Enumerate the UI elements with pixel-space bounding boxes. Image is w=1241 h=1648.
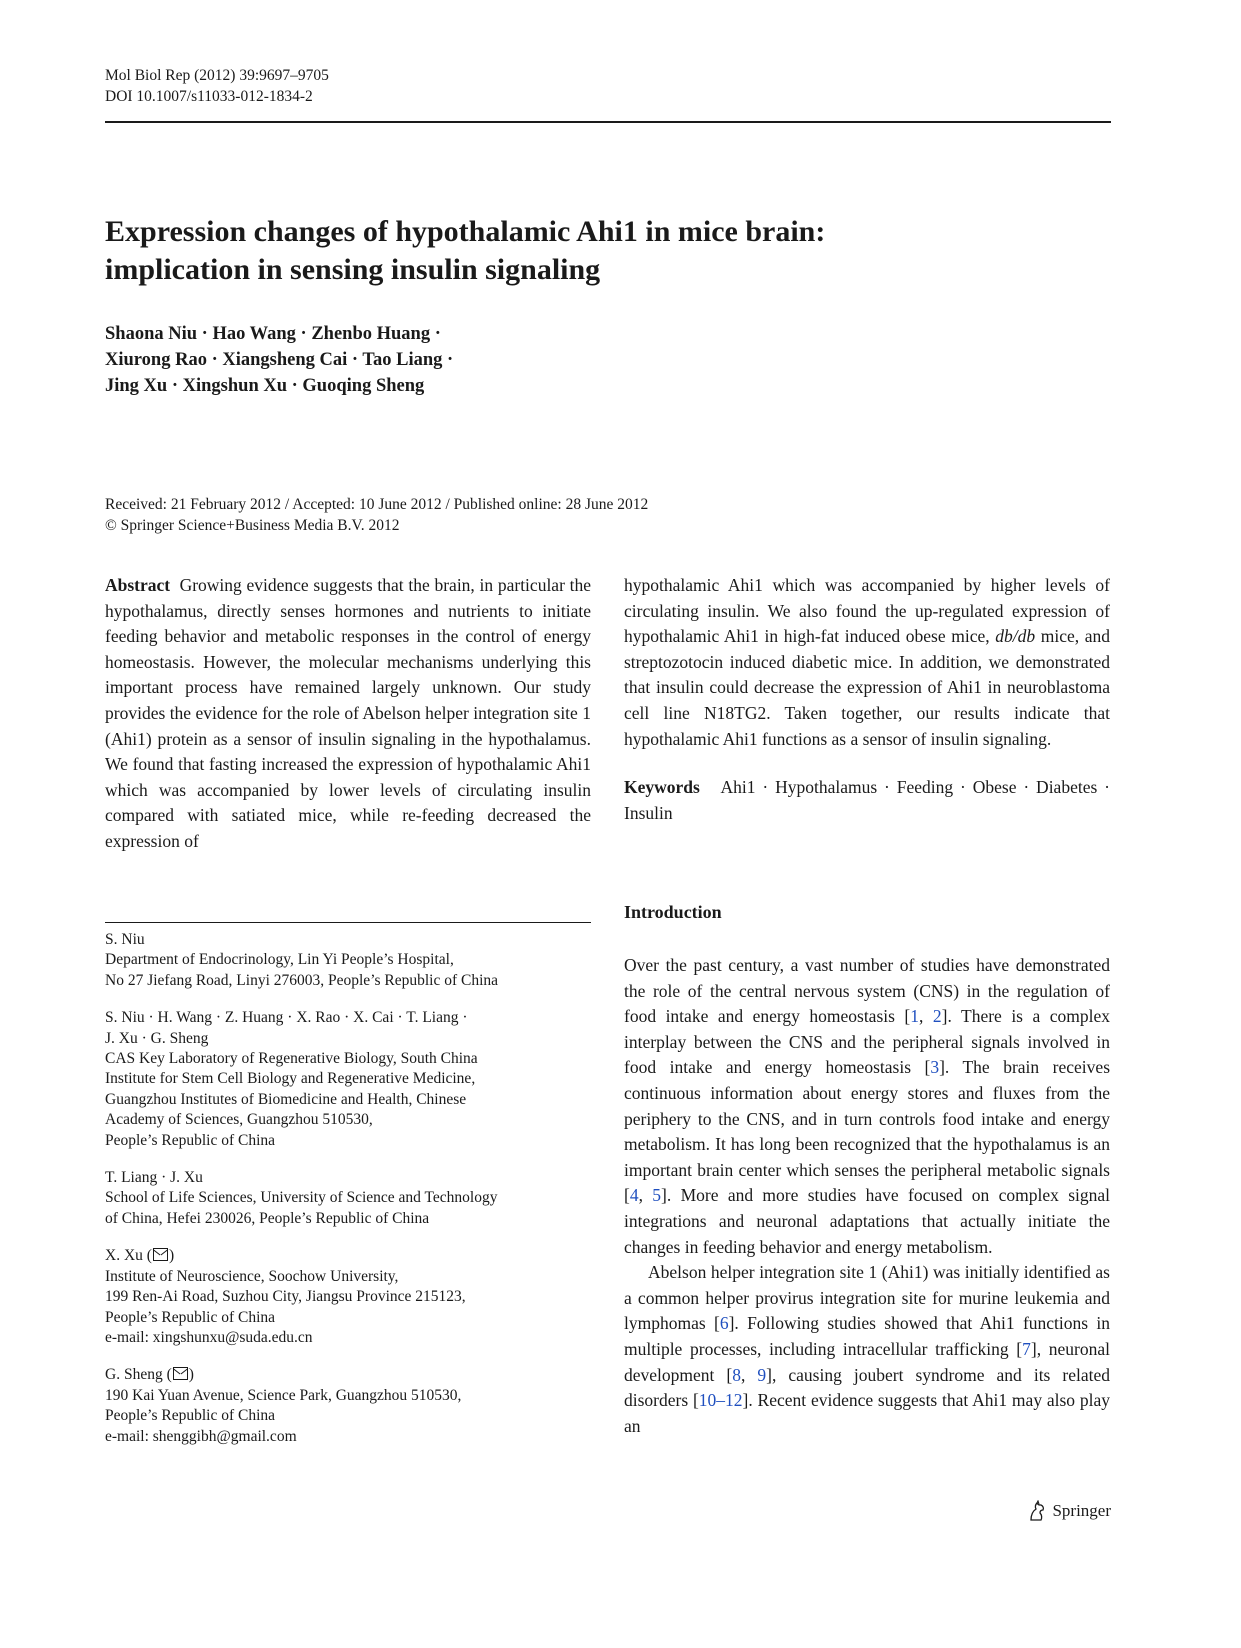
title-line-1: Expression changes of hypothalamic Ahi1 in mice brain: <box>105 215 826 248</box>
affiliation-line: of China, Hefei 230026, People’s Republic of China <box>105 1209 430 1227</box>
publisher-mark <box>1027 1500 1111 1522</box>
affiliation-line: People’s Republic of China <box>105 1131 276 1149</box>
affiliation-line: S. Niu · H. Wang · Z. Huang · X. Rao · X. Cai · T. Liang · <box>105 1009 468 1027</box>
introduction-body <box>624 953 1110 1439</box>
citation-link[interactable]: 8 <box>732 1364 741 1385</box>
header-rule <box>105 121 1111 123</box>
journal-header <box>105 65 329 107</box>
footnote-rule <box>105 922 591 923</box>
affiliation-line: School of Life Sciences, University of Science and Technology <box>105 1189 498 1207</box>
author-affiliations <box>105 930 591 1464</box>
abstract-left-column <box>105 573 591 855</box>
citation-link[interactable]: 9 <box>757 1364 767 1385</box>
abstract-continued <box>624 573 1110 752</box>
paragraph-text: ]. More and more studies have focused on complex signal integrations and neuronal adaptations that actually initiate the changes in feeding behavior and energy metabolism. <box>624 1185 1111 1257</box>
citation-link[interactable]: 3 <box>930 1057 940 1078</box>
paragraph-text: ], neuronal development [ <box>624 1338 1110 1385</box>
abstract-right-column <box>624 573 1110 826</box>
affiliation-block <box>105 1365 591 1447</box>
abstract-paragraph <box>105 573 591 855</box>
springer-horse-icon <box>1027 1500 1047 1522</box>
affiliation-line: 199 Ren-Ai Road, Suzhou City, Jiangsu Province 215123, <box>105 1288 466 1306</box>
affiliation-line: People’s Republic of China <box>105 1407 276 1425</box>
affiliation-line: Guangzhou Institutes of Biomedicine and Health, Chinese <box>105 1090 467 1108</box>
title-line-2: implication in sensing insulin signaling <box>105 253 601 286</box>
paragraph-text: Over the past century, a vast number of studies have demonstrated the role of the central nervous system (CNS) in the regulation of food intake and energy homeostasis [ <box>624 955 1110 1027</box>
affiliation-line: S. Niu <box>105 931 145 948</box>
paragraph-text: ]. Following studies showed that Ahi1 functions in multiple processes, including intracellular trafficking [ <box>624 1313 1110 1359</box>
citation-link[interactable]: 4 <box>629 1185 639 1206</box>
affiliation-line: 190 Kai Yuan Avenue, Science Park, Guangzhou 510530, <box>105 1386 462 1404</box>
dates-line: Received: 21 February 2012 / Accepted: 10 June 2012 / Published online: 28 June 2012 <box>105 496 649 513</box>
keywords <box>624 775 1110 826</box>
affiliation-line: J. Xu · G. Sheng <box>105 1029 209 1047</box>
abstract-text-left: Growing evidence suggests that the brain, in particular the hypothalamus, directly senses hormones and nutrients to initiate feeding behavior and metabolic responses in the control of energy homeostasis. However, the molecular mechanisms underlying this important process have remained largely unknown. Our study provides the evidence for the role of Abelson helper integration site 1 (Ahi1) protein as a sensor of insulin signaling in the hypothalamus. We found that fasting increased the expression of hypothalamic Ahi1 which was accompanied by lower levels of circulating insulin compared with satiated mice, while re-feeding decreased the expression of <box>105 575 591 851</box>
introduction-heading: Introduction <box>624 902 722 922</box>
paragraph-text: ]. There is a complex interplay between the CNS and the peripheral signals involved in food intake and energy homeostasis [ <box>624 1006 1111 1078</box>
doi: DOI 10.1007/s11033-012-1834-2 <box>105 88 313 105</box>
email-address[interactable]: e-mail: shenggibh@gmail.com <box>105 1427 297 1445</box>
paragraph-text: , <box>919 1006 933 1027</box>
paragraph-text: Abelson helper integration site 1 (Ahi1) was initially identified as a common helper provirus integration site for murine leukemia and lymphomas [ <box>624 1262 1110 1334</box>
email-address[interactable]: e-mail: xingshunxu@suda.edu.cn <box>105 1328 313 1346</box>
authors-line-2: Xiurong Rao · Xiangsheng Cai · Tao Liang · <box>105 350 454 370</box>
affiliation-line: Institute for Stem Cell Biology and Regenerative Medicine, <box>105 1070 476 1088</box>
affiliation-block <box>105 1246 591 1348</box>
citation-link[interactable]: 6 <box>719 1313 729 1334</box>
affiliation-block <box>105 1168 591 1229</box>
citation-link[interactable]: 5 <box>652 1185 662 1206</box>
author-list <box>105 321 453 399</box>
abstract-text-right-a: hypothalamic Ahi1 which was accompanied by higher levels of circulating insulin. We also found the up-regulated expression of hypothalamic Ahi1 in high-fat induced obese mice, <box>624 575 1110 647</box>
abstract-text-right-b: mice, and streptozotocin induced diabetic mice. In addition, we demonstrated that insulin could decrease the expression of Ahi1 in neuroblastoma cell line N18TG2. Taken together, our results indicate that hypothalamic Ahi1 functions as a sensor of insulin signaling. <box>624 626 1110 749</box>
authors-line-1: Shaona Niu · Hao Wang · Zhenbo Huang · <box>105 324 441 344</box>
publisher-name: Springer <box>1052 1501 1111 1520</box>
introduction-paragraph-1 <box>624 953 1110 1260</box>
journal-citation: Mol Biol Rep (2012) 39:9697–9705 <box>105 67 329 84</box>
paragraph-text: ]. The brain receives continuous information about energy stores and fluxes from the periphery to the CNS, and in turn controls food intake and energy metabolism. It has long been recognized that the hypothalamus is an important brain center which senses the peripheral metabolic signals [ <box>624 1057 1110 1206</box>
affiliation-block <box>105 930 591 991</box>
affiliation-line: CAS Key Laboratory of Regenerative Biology, South China <box>105 1050 478 1068</box>
keywords-text: Ahi1 · Hypothalamus · Feeding · Obese · Diabetes · Insulin <box>624 777 1110 823</box>
copyright-line: © Springer Science+Business Media B.V. 2012 <box>105 517 400 534</box>
abstract-label: Abstract <box>105 575 171 595</box>
envelope-icon <box>153 1248 168 1261</box>
affiliation-line: Department of Endocrinology, Lin Yi People’s Hospital, <box>105 951 454 969</box>
paragraph-text: , <box>741 1364 758 1385</box>
affiliation-line: No 27 Jiefang Road, Linyi 276003, People’s Republic of China <box>105 971 499 989</box>
citation-link[interactable]: 10–12 <box>698 1390 743 1411</box>
envelope-icon <box>173 1367 188 1380</box>
corresponding-author: G. Sheng ( ) <box>105 1366 194 1384</box>
affiliation-line: T. Liang · J. Xu <box>105 1169 203 1187</box>
corresponding-author: X. Xu ( ) <box>105 1247 175 1265</box>
abstract-italic-term: db/db <box>995 626 1036 647</box>
paragraph-text: ]. Recent evidence suggests that Ahi1 may also play an <box>624 1390 1110 1436</box>
citation-link[interactable]: 1 <box>910 1006 920 1027</box>
citation-link[interactable]: 2 <box>932 1006 942 1027</box>
affiliation-block <box>105 1008 591 1151</box>
affiliation-line: People’s Republic of China <box>105 1308 276 1326</box>
paragraph-text: ], causing joubert syndrome and its related disorders [ <box>624 1364 1110 1411</box>
keywords-label: Keywords <box>624 777 700 798</box>
authors-line-3: Jing Xu · Xingshun Xu · Guoqing Sheng <box>105 376 425 396</box>
article-title <box>105 213 1105 289</box>
affiliation-line: Academy of Sciences, Guangzhou 510530, <box>105 1111 373 1129</box>
introduction-paragraph-2 <box>624 1260 1110 1439</box>
affiliation-line: Institute of Neuroscience, Soochow University, <box>105 1267 399 1285</box>
citation-link[interactable]: 7 <box>1022 1338 1031 1359</box>
publication-dates <box>105 494 648 536</box>
paragraph-text: , <box>638 1185 653 1206</box>
